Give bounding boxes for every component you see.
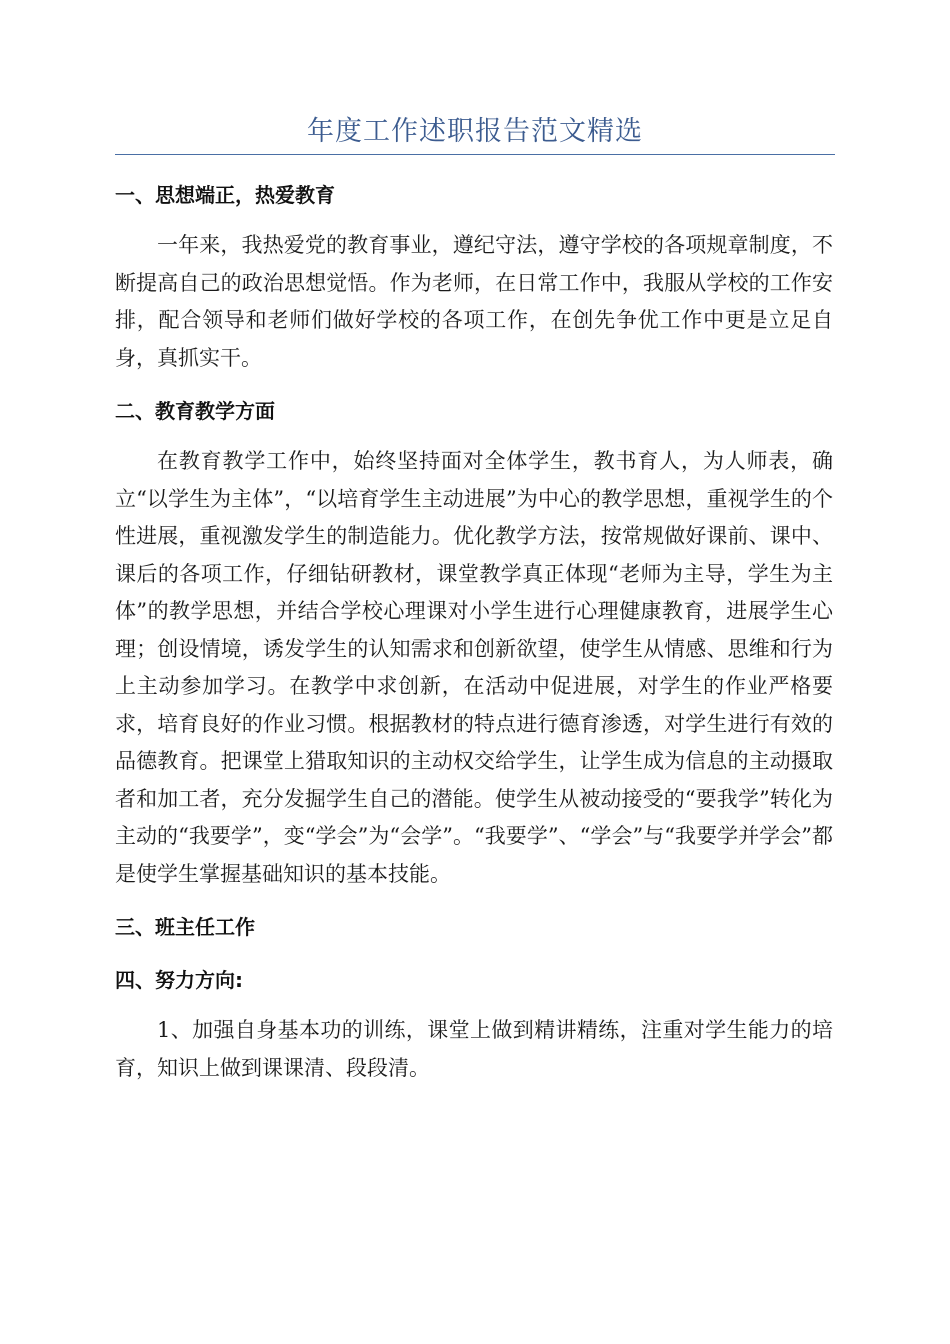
document-body [115,176,833,1087]
document-title: 年度工作述职报告范文精选 [307,116,643,147]
title-underline [115,154,835,155]
section-heading-2: 二、教育教学方面 [115,399,275,423]
section-paragraph-1: 一年来，我热爱党的教育事业，遵纪守法，遵守学校的各项规章制度，不断提高自己的政治思想觉悟。作为老师，在日常工作中，我服从学校的工作安排，配合领导和老师们做好学校的各项工作，在创先争优工作中更是立足自身，真抓实干。 [115,233,833,370]
section-heading-3: 三、班主任工作 [115,915,255,939]
section-heading-4: 四、努力方向: [115,968,243,992]
section-heading-1: 一、思想端正，热爱教育 [115,183,335,207]
section-paragraph-4: 1、加强自身基本功的训练，课堂上做到精讲精练，注重对学生能力的培育，知识上做到课课清、段段清。 [115,1018,833,1080]
section-paragraph-2: 在教育教学工作中，始终坚持面对全体学生，教书育人，为人师表，确立“以学生为主体”，“以培育学生主动进展”为中心的教学思想，重视学生的个性进展，重视激发学生的制造能力。优化教学方法，按常规做好课前、课中、课后的各项工作，仔细钻研教材，课堂教学真正体现“老师为主导，学生为主体”的教学思想，并结合学校心理课对小学生进行心理健康教育，进展学生心理；创设情境，诱发学生的认知需求和创新欲望，使学生从情感、思维和行为上主动参加学习。在教学中求创新，在活动中促进展，对学生的作业严格要求，培育良好的作业习惯。根据教材的特点进行德育渗透，对学生进行有效的品德教育。把课堂上猎取知识的主动权交给学生，让学生成为信息的主动摄取者和加工者，充分发掘学生自己的潜能。使学生从被动接受的“要我学”转化为主动的“我要学”，变“学会”为“会学”。“我要学”、“学会”与“我要学并学会”都是使学生掌握基础知识的基本技能。 [115,449,833,886]
